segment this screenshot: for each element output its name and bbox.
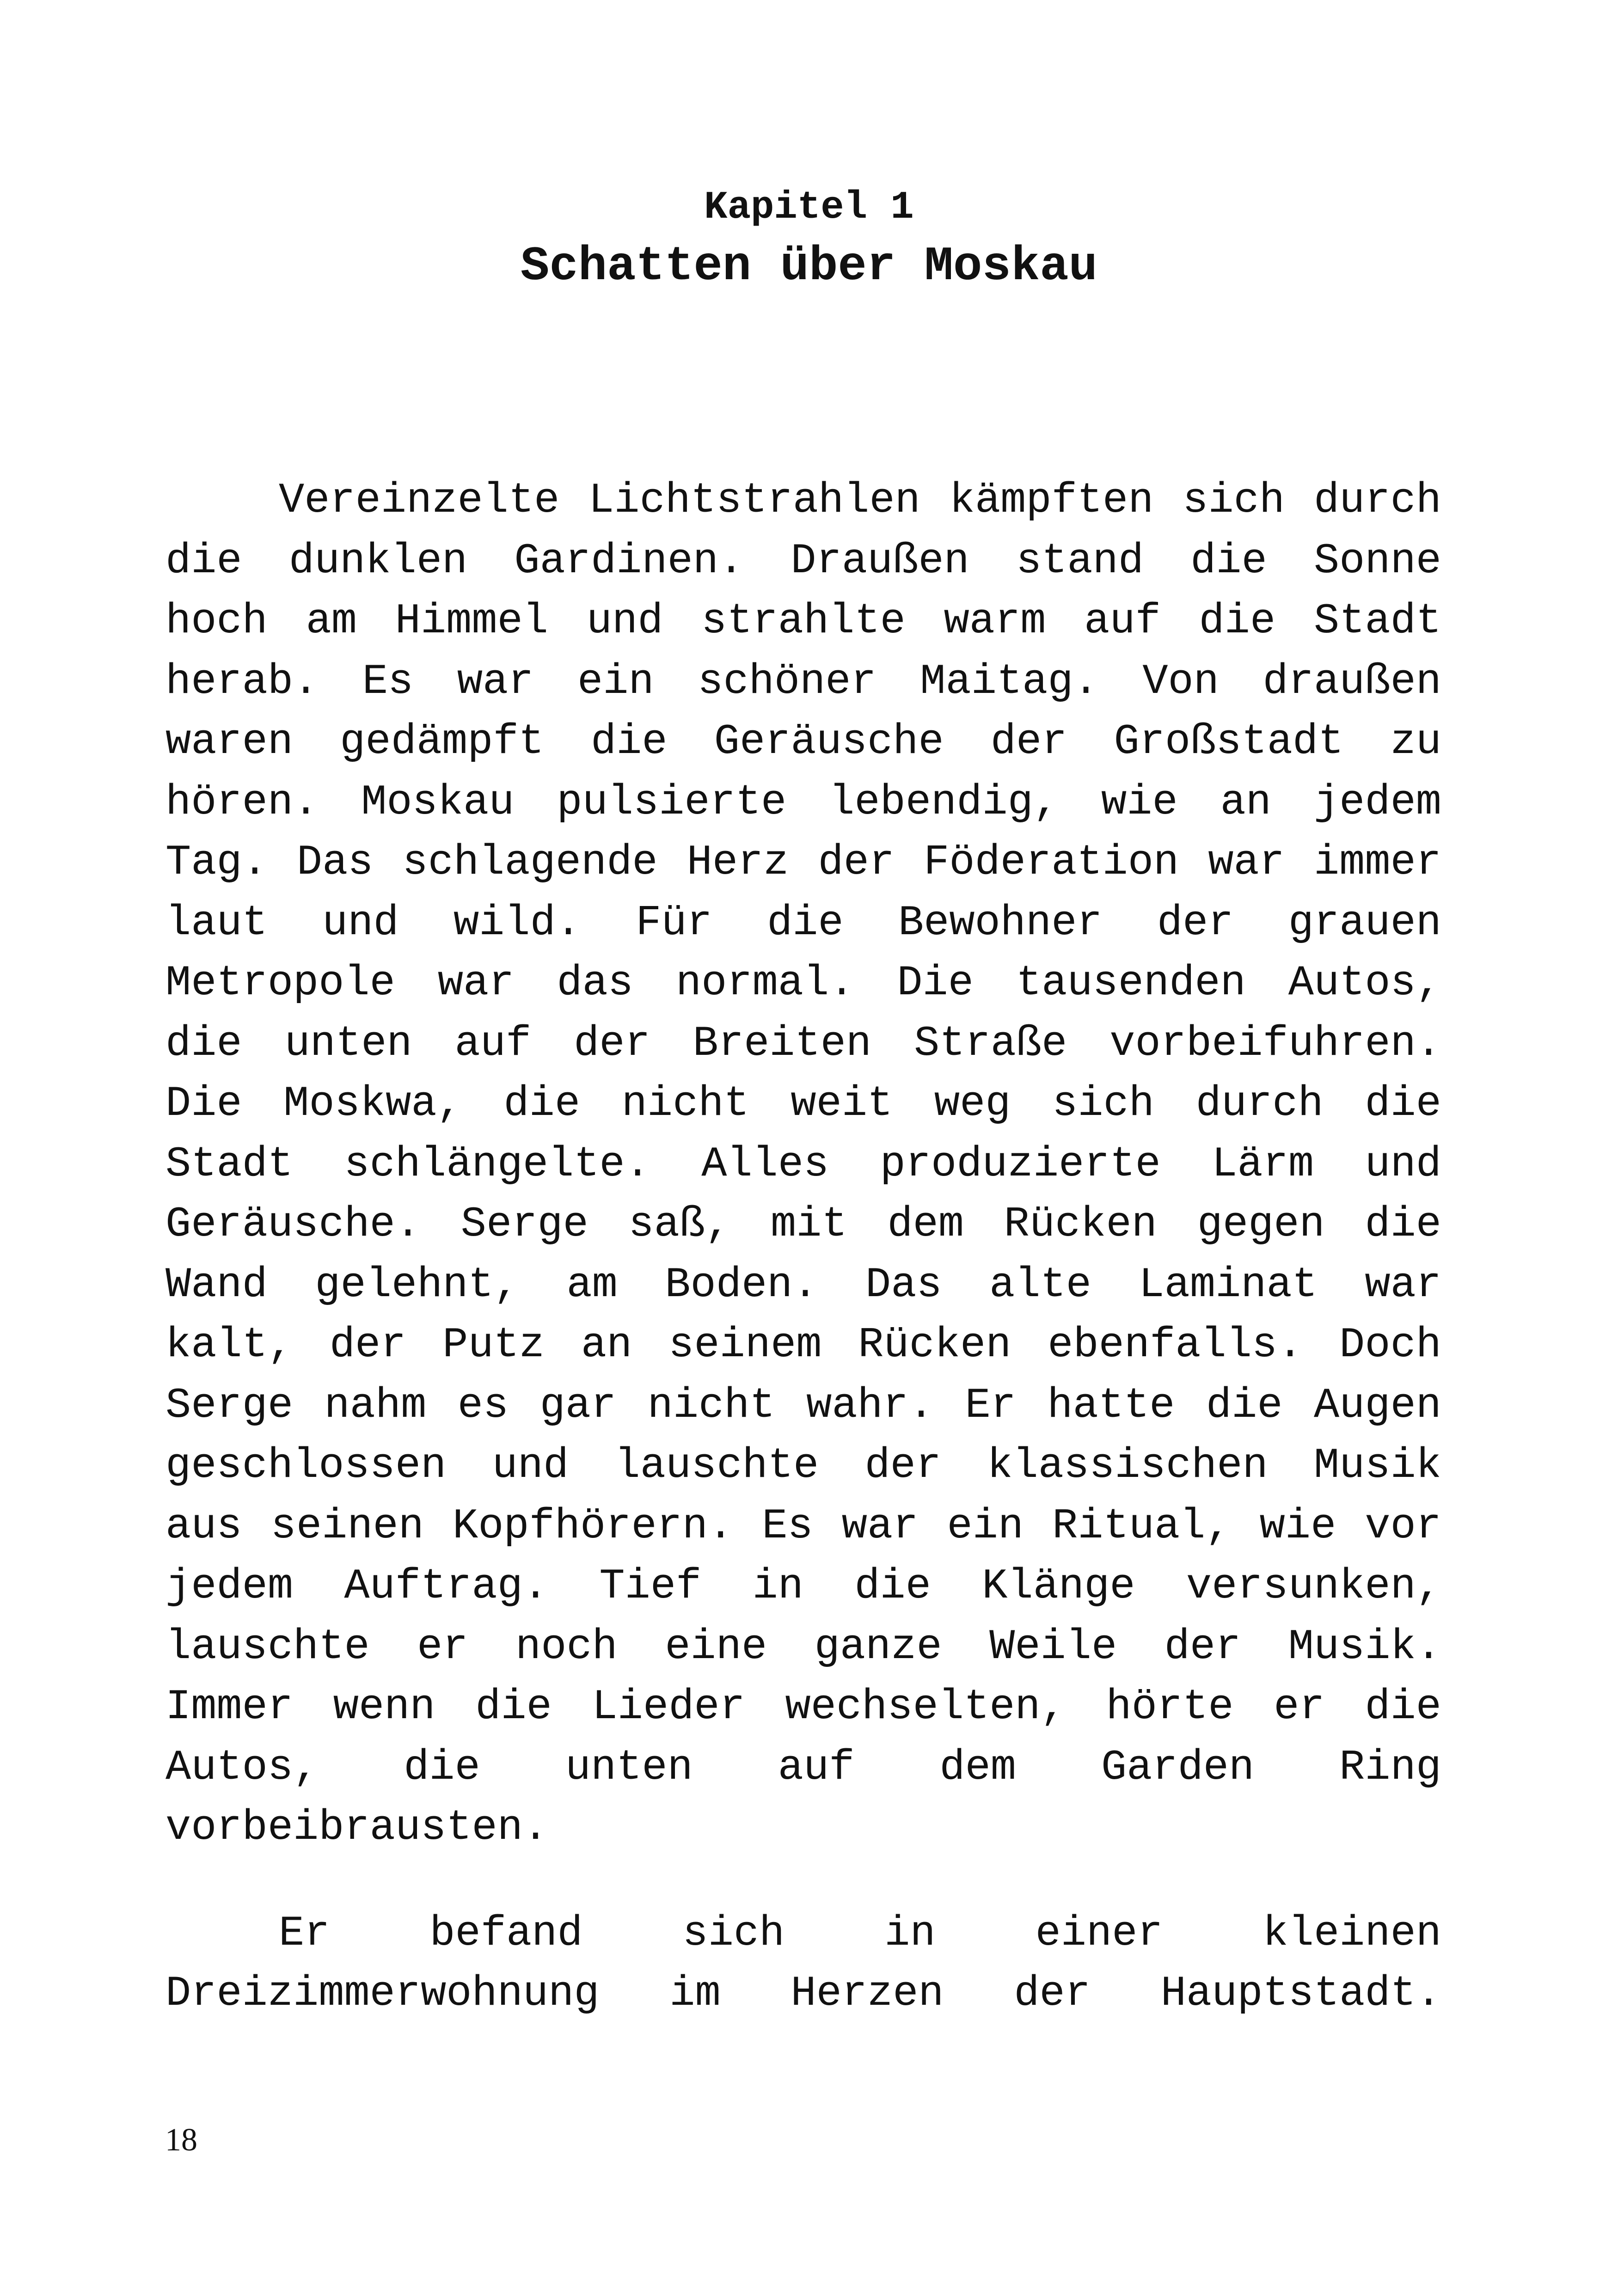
chapter-header: [0, 185, 1618, 297]
body-text: [165, 471, 1441, 2024]
chapter-number: Kapitel 1: [704, 186, 914, 230]
paragraph: Vereinzelte Lichtstrahlen kämpften sich durch die dunklen Gardinen. Draußen stand die Sonne hoch am Himmel und strahlte warm auf die Stadt herab. Es war ein schöner Maitag. Von draußen waren gedämpft die Geräusche der Großstadt zu hören. Moskau pulsierte lebendig, wie an jedem Tag. Das schlagende Herz der Föderation war immer laut und wild. Für die Bewohner der grauen Metropole war das normal. Die tausenden Autos, die unten auf der Breiten Straße vorbeifuhren. Die Moskwa, die nicht weit weg sich durch die Stadt schlängelte. Alles produzierte Lärm und Geräusche. Serge saß, mit dem Rücken gegen die Wand gelehnt, am Boden. Das alte Laminat war kalt, der Putz an seinem Rücken ebenfalls. Doch Serge nahm es gar nicht wahr. Er hatte die Augen geschlossen und lauschte der klassischen Musik aus seinen Kopfhörern. Es war ein Ritual, wie vor jedem Auftrag. Tief in die Klänge versunken, lauschte er noch eine ganze Weile der Musik. Immer wenn die Lieder wechselten, hörte er die Autos, die unten auf dem Garden Ring vorbeibrausten.: [165, 476, 1441, 1852]
page-number: 18: [165, 2122, 197, 2158]
paragraph: Er befand sich in einer kleinen Dreizimmerwohnung im Herzen der Hauptstadt.: [165, 1909, 1441, 2018]
chapter-title: Schatten über Moskau: [520, 239, 1098, 294]
